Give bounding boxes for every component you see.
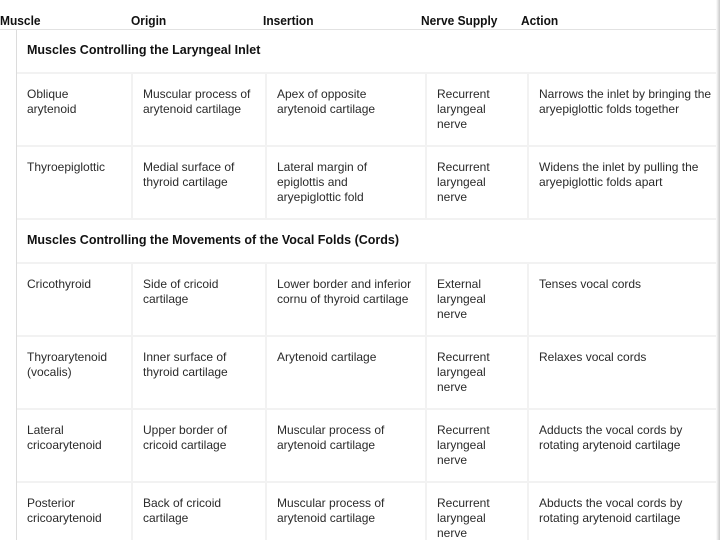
cell-action: Widens the inlet by pulling the aryepiglottic folds apart	[529, 147, 720, 218]
cell-origin: Inner surface of thyroid cartilage	[133, 337, 265, 408]
cell-action: Tenses vocal cords	[529, 264, 720, 335]
cell-muscle: Lateral cricoarytenoid	[17, 410, 131, 481]
page-edge-shadow	[716, 0, 720, 540]
column-header-nerve-supply: Nerve Supply	[421, 13, 498, 28]
column-header-muscle: Muscle	[0, 13, 41, 28]
cell-origin: Back of cricoid cartilage	[133, 483, 265, 540]
cell-action: Adducts the vocal cords by rotating arytenoid cartilage	[529, 410, 720, 481]
cell-insertion: Apex of opposite arytenoid cartilage	[267, 74, 425, 145]
table-header	[0, 0, 720, 30]
cell-origin: Medial surface of thyroid cartilage	[133, 147, 265, 218]
cell-muscle: Posterior cricoarytenoid	[17, 483, 131, 540]
column-header-origin: Origin	[131, 13, 167, 28]
cell-insertion: Arytenoid cartilage	[267, 337, 425, 408]
cell-insertion: Lateral margin of epiglottis and aryepiglottic fold	[267, 147, 425, 218]
cell-nerve-supply: Recurrent laryngeal nerve	[427, 147, 527, 218]
section-title-laryngeal-inlet: Muscles Controlling the Laryngeal Inlet	[17, 30, 720, 72]
cell-action: Relaxes vocal cords	[529, 337, 720, 408]
cell-nerve-supply: External laryngeal nerve	[427, 264, 527, 335]
column-header-insertion: Insertion	[263, 13, 314, 28]
cell-origin: Muscular process of arytenoid cartilage	[133, 74, 265, 145]
cell-muscle: Thyroarytenoid (vocalis)	[17, 337, 131, 408]
cell-action: Narrows the inlet by bringing the aryepiglottic folds together	[529, 74, 720, 145]
cell-muscle: Thyroepiglottic	[17, 147, 131, 218]
column-header-action: Action	[521, 13, 559, 28]
cell-insertion: Muscular process of arytenoid cartilage	[267, 483, 425, 540]
cell-insertion: Lower border and inferior cornu of thyroid cartilage	[267, 264, 425, 335]
cell-nerve-supply: Recurrent laryngeal nerve	[427, 74, 527, 145]
muscle-table	[16, 30, 716, 540]
cell-muscle: Oblique arytenoid	[17, 74, 131, 145]
cell-action: Abducts the vocal cords by rotating arytenoid cartilage	[529, 483, 720, 540]
cell-origin: Upper border of cricoid cartilage	[133, 410, 265, 481]
cell-nerve-supply: Recurrent laryngeal nerve	[427, 410, 527, 481]
cell-origin: Side of cricoid cartilage	[133, 264, 265, 335]
cell-insertion: Muscular process of arytenoid cartilage	[267, 410, 425, 481]
cell-muscle: Cricothyroid	[17, 264, 131, 335]
cell-nerve-supply: Recurrent laryngeal nerve	[427, 483, 527, 540]
cell-nerve-supply: Recurrent laryngeal nerve	[427, 337, 527, 408]
section-title-vocal-folds: Muscles Controlling the Movements of the Vocal Folds (Cords)	[17, 220, 720, 262]
